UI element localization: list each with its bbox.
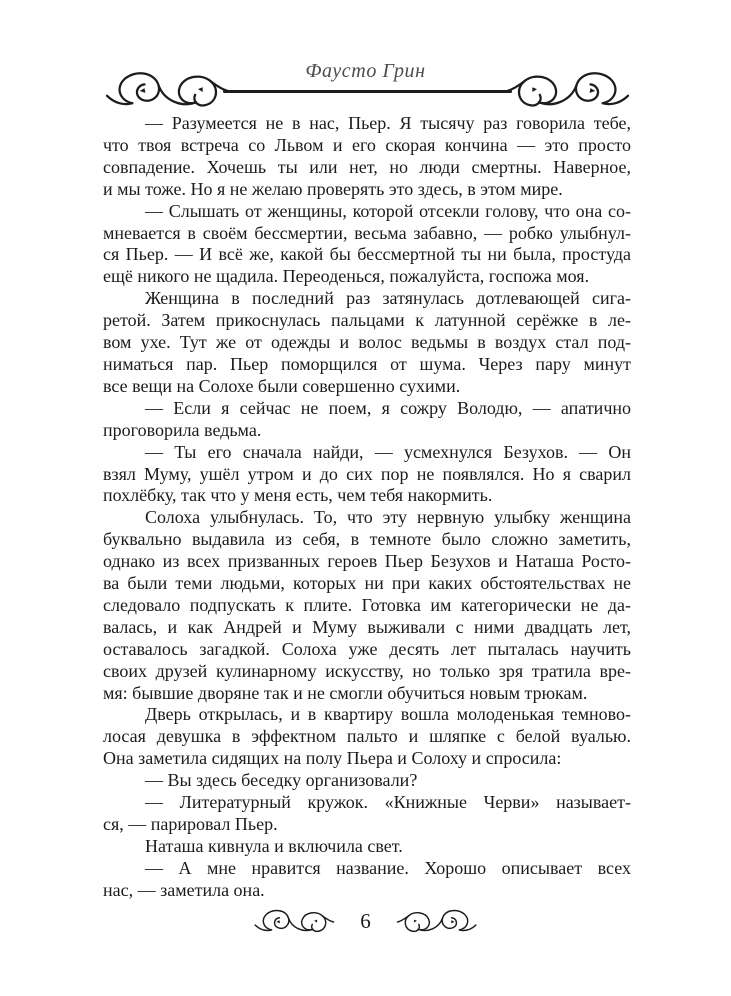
- text-line: Солоха улыбнулась. То, что эту нервную улыбку женщина: [145, 507, 631, 528]
- paragraph: [103, 442, 631, 508]
- page-footer: [0, 902, 731, 942]
- footer-flourish-left-icon: [245, 905, 343, 939]
- paragraph: [103, 836, 631, 858]
- paragraph: [103, 858, 631, 902]
- text-line: похлёбку, так что у меня есть, чем тебя накормить.: [103, 485, 493, 506]
- text-line: совпадение. Хочешь ты или нет, но люди смертны. Наверное,: [103, 156, 631, 177]
- text-line: ниматься пар. Пьер поморщился от шума. Через пару минут: [103, 353, 631, 374]
- footer-flourish-right-icon: [388, 905, 486, 939]
- text-line: мя: бывшие дворяне так и не смогли обучиться новым трюкам.: [103, 682, 588, 703]
- running-head-title: Фаусто Грин: [305, 60, 426, 82]
- text-line: — Ты его сначала найди, — усмехнулся Безухов. — Он: [145, 441, 631, 462]
- paragraph: [103, 770, 631, 792]
- text-line: Она заметила сидящих на полу Пьера и Солоху и спросила:: [103, 748, 562, 769]
- text-line: своих друзей кулинарному искусству, но только зря тратила вре-: [103, 660, 631, 681]
- text-line: — Разумеется не в нас, Пьер. Я тысячу раз говорила тебе,: [145, 113, 631, 133]
- text-line: взял Муму, ушёл утром и до сих пор не появлялся. Но я сварил: [103, 463, 631, 484]
- text-line: следовало подпускать к плите. Готовка им категорически не да-: [103, 594, 631, 615]
- text-line: — Слышать от женщины, которой отсекли голову, что она со-: [145, 200, 631, 221]
- text-line: ва были теми людьми, которых ни при каких обстоятельствах не: [103, 573, 631, 594]
- header-divider: [106, 62, 629, 120]
- text-line: буквально выдавила из себя, в темноте было сложно заметить,: [103, 529, 631, 550]
- body-text: [103, 113, 631, 902]
- flourish-swirl-left-icon: [106, 62, 228, 120]
- text-line: ся, — парировал Пьер.: [103, 814, 278, 834]
- text-line: Дверь открылась, и в квартиру вошла молоденькая темново-: [145, 704, 631, 725]
- paragraph: [103, 792, 631, 836]
- page-number: 6: [360, 908, 371, 933]
- text-line: однако из всех призванных героев Пьер Безухов и Наташа Росто-: [103, 551, 631, 572]
- paragraph: [103, 113, 631, 201]
- text-line: — Литературный кружок. «Книжные Черви» называет-: [145, 792, 631, 813]
- text-line: оставалось загадкой. Солоха уже десять лет пыталась научить: [103, 638, 631, 659]
- text-line: лосая девушка в эффектном пальто и шляпке с белой вуалью.: [103, 726, 631, 747]
- text-line: — Вы здесь беседку организовали?: [145, 770, 418, 791]
- text-line: и мы тоже. Но я не желаю проверять это здесь, в этом мире.: [103, 178, 563, 199]
- text-line: что твоя встреча со Львом и его скорая кончина — это просто: [103, 134, 631, 155]
- text-line: ся Пьер. — И всё же, какой бы бессмертной ты ни была, простуда: [103, 244, 631, 265]
- paragraph: [103, 201, 631, 289]
- text-line: вом ухе. Тут же от одежды и волос ведьмы в воздух стал под-: [103, 332, 631, 353]
- text-line: Женщина в последний раз затянулась дотлевающей сига-: [145, 288, 631, 309]
- page-header: [0, 0, 731, 118]
- text-line: все вещи на Солохе были совершенно сухими.: [103, 375, 461, 396]
- text-line: проговорила ведьма.: [103, 419, 262, 440]
- paragraph: [103, 507, 631, 704]
- text-line: ещё никого не щадила. Переоденься, пожалуйста, госпожа моя.: [103, 266, 590, 287]
- text-line: валась, и как Андрей и Муму выживали с ними двадцать лет,: [103, 616, 631, 637]
- text-line: Наташа кивнула и включила свет.: [145, 835, 403, 856]
- text-line: — Если я сейчас не поем, я сожру Володю, — апатично: [145, 397, 631, 418]
- text-line: мневается в своём бессмертии, весьма забавно, — робко улыбнул-: [103, 222, 631, 243]
- text-line: нас, — заметила она.: [103, 879, 265, 900]
- paragraph: [103, 704, 631, 770]
- paragraph: [103, 288, 631, 398]
- paragraph: [103, 398, 631, 442]
- flourish-swirl-right-icon: [507, 62, 629, 120]
- text-line: ретой. Затем прикоснулась пальцами к латунной серёжке в ле-: [103, 310, 631, 331]
- text-line: — А мне нравится название. Хорошо описывает всех: [145, 857, 631, 878]
- divider-line: [223, 90, 512, 93]
